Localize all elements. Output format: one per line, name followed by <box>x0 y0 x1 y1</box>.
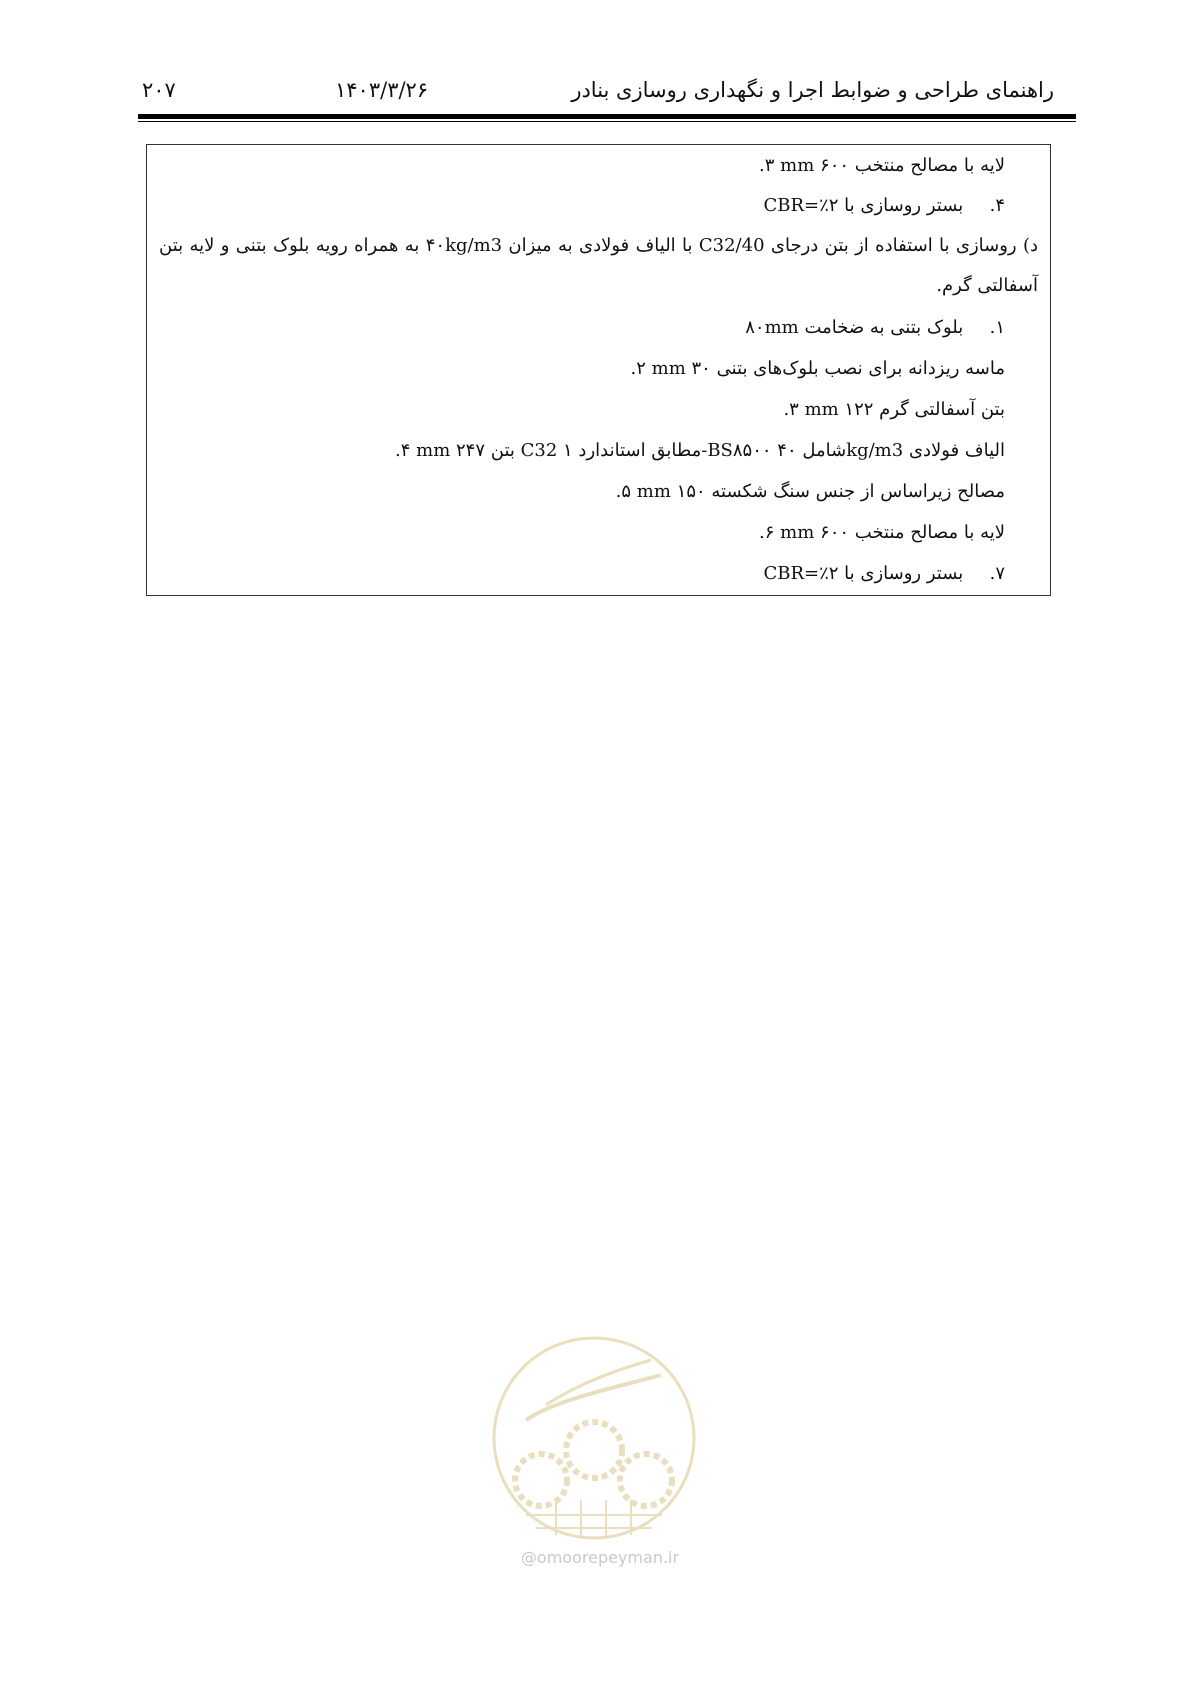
header-divider <box>138 114 1076 119</box>
list-item-number: ۷. <box>989 563 1005 584</box>
list-item <box>763 563 1005 584</box>
paragraph-line: آسفالتی گرم. <box>936 275 1038 296</box>
list-item-text: بستر روسازی با CBR=٪۲ <box>763 563 964 584</box>
list-item-text: mm ۶۰۰ لایه با مصالح منتخب <box>780 522 1005 543</box>
list-item <box>610 358 1005 379</box>
list-item <box>763 195 1005 216</box>
list-item-number: ۴. <box>989 195 1005 216</box>
list-item-text: بستر روسازی با CBR=٪۲ <box>763 195 964 216</box>
list-item-number: ۶. <box>759 522 775 543</box>
list-item-text: mm ۲۴۷ بتن C32 مطابق استاندارد ۱-BS۸۵۰۰ شامل ۴۰kg/m3 الیاف فولادی <box>416 440 1005 461</box>
header-divider-thin <box>138 121 1076 122</box>
list-item <box>745 317 1005 338</box>
list-item <box>374 440 1005 461</box>
list-item <box>763 399 1005 420</box>
list-item <box>595 481 1005 502</box>
list-item-number: ۵. <box>615 481 632 502</box>
content-box <box>146 144 1051 596</box>
list-item-text: بلوک بتنی به ضخامت ۸۰mm <box>745 317 964 338</box>
list-item-text: mm ۶۰۰ لایه با مصالح منتخب <box>780 155 1005 176</box>
page-number: ۲۰۷ <box>142 78 176 102</box>
list-item-number: ۳. <box>759 155 775 176</box>
list-item-number: ۳. <box>783 399 799 420</box>
watermark-logo <box>486 1330 702 1546</box>
list-item-number: ۱. <box>989 317 1005 338</box>
document-title: راهنمای طراحی و ضوابط اجرا و نگهداری روسازی بنادر <box>571 78 1054 102</box>
list-item <box>738 522 1005 543</box>
list-item-text: mm ۱۲۲ بتن آسفالتی گرم <box>804 399 1005 420</box>
list-item-number: ۲. <box>630 358 646 379</box>
list-item-number: ۴. <box>395 440 411 461</box>
header-date: ۱۴۰۳/۳/۲۶ <box>335 78 429 102</box>
watermark-url: @omoorepeyman.ir <box>520 1548 680 1567</box>
list-item-text: mm ۱۵۰ مصالح زیراساس از جنس سنگ شکسته <box>636 481 1005 502</box>
list-item <box>738 155 1005 176</box>
paragraph-line: د) روسازی با استفاده از بتن درجای C32/40 با الیاف فولادی به میزان ۴۰kg/m3 به همراه رویه بلوک بتنی و لایه بتن <box>159 235 1038 256</box>
list-item-text: mm ۳۰ ماسه ریزدانه برای نصب بلوک‌های بتنی <box>651 358 1005 379</box>
page-header <box>142 78 1054 108</box>
